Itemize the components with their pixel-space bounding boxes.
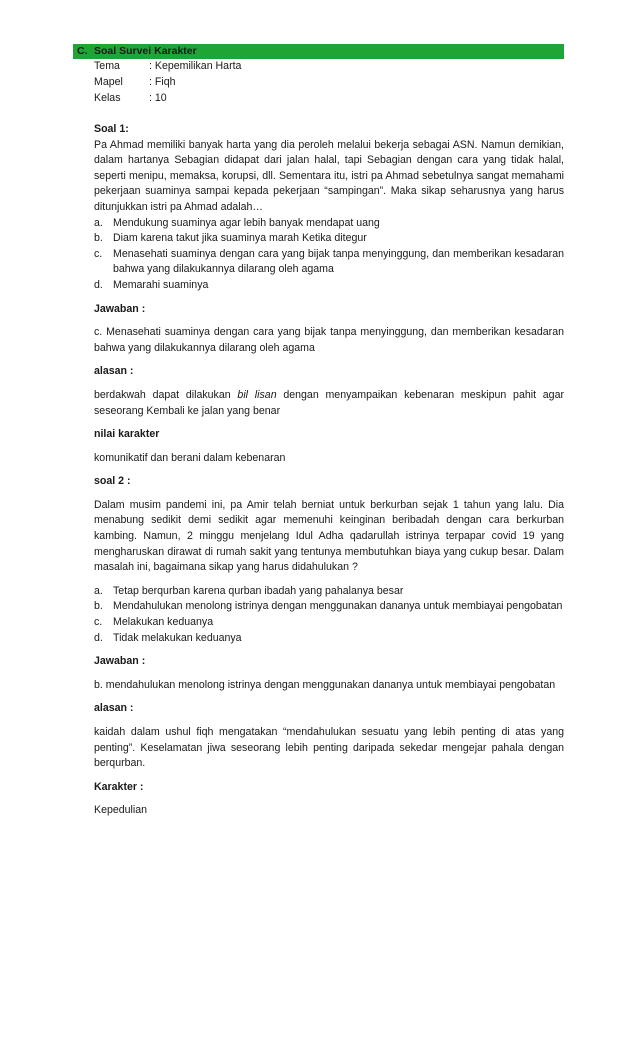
option-letter: c. bbox=[94, 616, 103, 629]
q1-reason bbox=[94, 388, 564, 419]
q1-value: komunikatif dan berani dalam kebenaran bbox=[94, 451, 286, 464]
q1-value-label: nilai karakter bbox=[94, 428, 160, 441]
q2-reason: kaidah dalam ushul fiqh mengatakan “mendahulukan sesuatu yang lebih penting di atas yang penting”. Keselamatan jiwa seseorang lebih penting daripada sekedar mengejar pahala dengan berqurban. bbox=[94, 726, 564, 770]
option-text: Menasehati suaminya dengan cara yang bijak tanpa menyinggung, dan memberikan kesadaran bahwa yang dilakukannya dilarang oleh agama bbox=[113, 247, 564, 276]
q2-answer-label: Jawaban : bbox=[94, 655, 146, 668]
q2-text: Dalam musim pandemi ini, pa Amir telah berniat untuk berkurban sejak 1 tahun yang lalu. Dia menabung sedikit demi sedikit agar memenuhi keinginan beribadah dengan cara berkurban kambing. Namun, 2 minggu menjelang Idul Adha qadarullah istrinya terpapar covid 19 yang mengharuskan dirawat di rumah sakit yang tentunya membutuhkan biaya yang cukup besar. Dalam masalah ini, bagaimana sikap yang harus didahulukan ? bbox=[94, 498, 564, 574]
option-text: Diam karena takut jika suaminya marah Ketika ditegur bbox=[113, 232, 367, 245]
meta-value: : Fiqh bbox=[149, 76, 176, 88]
meta-row-tema bbox=[94, 59, 564, 75]
meta-key: Tema bbox=[94, 60, 120, 72]
reason-text-start: berdakwah dapat dilakukan bbox=[94, 388, 238, 401]
q1-heading: Soal 1: bbox=[94, 123, 129, 135]
meta-value: : 10 bbox=[149, 92, 167, 104]
reason-text-end: dengan menyampaikan kebenaran meskipun pahit agar seseorang Kembali ke jalan yang benar bbox=[94, 388, 564, 417]
q2-answer: b. mendahulukan menolong istrinya dengan menggunakan dananya untuk membiayai pengobatan bbox=[94, 678, 556, 691]
option-text: Mendukung suaminya agar lebih banyak mendapat uang bbox=[113, 216, 380, 229]
q1-answer: c. Menasehati suaminya dengan cara yang bijak tanpa menyinggung, dan memberikan kesadaran bahwa yang dilakukannya dilarang oleh agama bbox=[94, 326, 564, 354]
option-letter: a. bbox=[94, 216, 103, 229]
meta-value: : Kepemilikan Harta bbox=[149, 60, 242, 72]
q2-option-b bbox=[94, 599, 564, 615]
option-letter: a. bbox=[94, 584, 103, 597]
q2-heading: soal 2 : bbox=[94, 475, 131, 488]
option-text: Memarahi suaminya bbox=[113, 278, 209, 291]
option-letter: b. bbox=[94, 232, 103, 245]
q1-option-b bbox=[94, 231, 564, 247]
q1-options bbox=[94, 216, 564, 294]
meta-row-kelas bbox=[94, 91, 564, 107]
option-letter: d. bbox=[94, 631, 103, 644]
option-letter: d. bbox=[94, 278, 103, 291]
q2-value-label: Karakter : bbox=[94, 780, 144, 793]
q2-option-c bbox=[94, 615, 564, 631]
q1-option-d bbox=[94, 278, 564, 294]
section-letter: C. bbox=[77, 45, 88, 57]
meta-row-mapel bbox=[94, 75, 564, 91]
q1-option-a bbox=[94, 216, 564, 232]
q1-reason-label: alasan : bbox=[94, 365, 134, 378]
q2-reason-label: alasan : bbox=[94, 702, 134, 715]
option-text: Mendahulukan menolong istrinya dengan menggunakan dananya untuk membiayai pengobatan bbox=[113, 600, 563, 613]
option-letter: c. bbox=[94, 247, 103, 260]
q2-option-d bbox=[94, 631, 564, 647]
section-header bbox=[73, 44, 564, 59]
document-content bbox=[94, 59, 564, 819]
q1-answer-label: Jawaban : bbox=[94, 302, 146, 315]
option-text: Tetap berqurban karena qurban ibadah yang pahalanya besar bbox=[113, 584, 404, 597]
option-text: Melakukan keduanya bbox=[113, 616, 214, 629]
q1-text: Pa Ahmad memiliki banyak harta yang dia peroleh melalui bekerja sebagai ASN. Namun demikian, dalam hartanya Sebagian didapat dari jalan halal, tapi Sebagian dengan cara yang tidak halal, seperti menipu, memaksa, korupsi, dll. Sementara itu, istri pa Ahmad sebetulnya sangat memahami pekerjaan suaminya sampai kepada pekerjaan “sampingan”. Maka sikap seharusnya yang harus ditunjukkan istri pa Ahmad adalah… bbox=[94, 138, 564, 213]
q1-option-c bbox=[94, 247, 564, 278]
q2-value: Kepedulian bbox=[94, 804, 148, 817]
q2-options bbox=[94, 584, 564, 646]
meta-key: Mapel bbox=[94, 76, 123, 88]
reason-italic-term: bil lisan bbox=[237, 388, 277, 401]
section-title: Soal Survei Karakter bbox=[94, 45, 197, 57]
option-text: Tidak melakukan keduanya bbox=[113, 631, 242, 644]
option-letter: b. bbox=[94, 600, 103, 613]
q2-option-a bbox=[94, 584, 564, 600]
meta-key: Kelas bbox=[94, 92, 121, 104]
